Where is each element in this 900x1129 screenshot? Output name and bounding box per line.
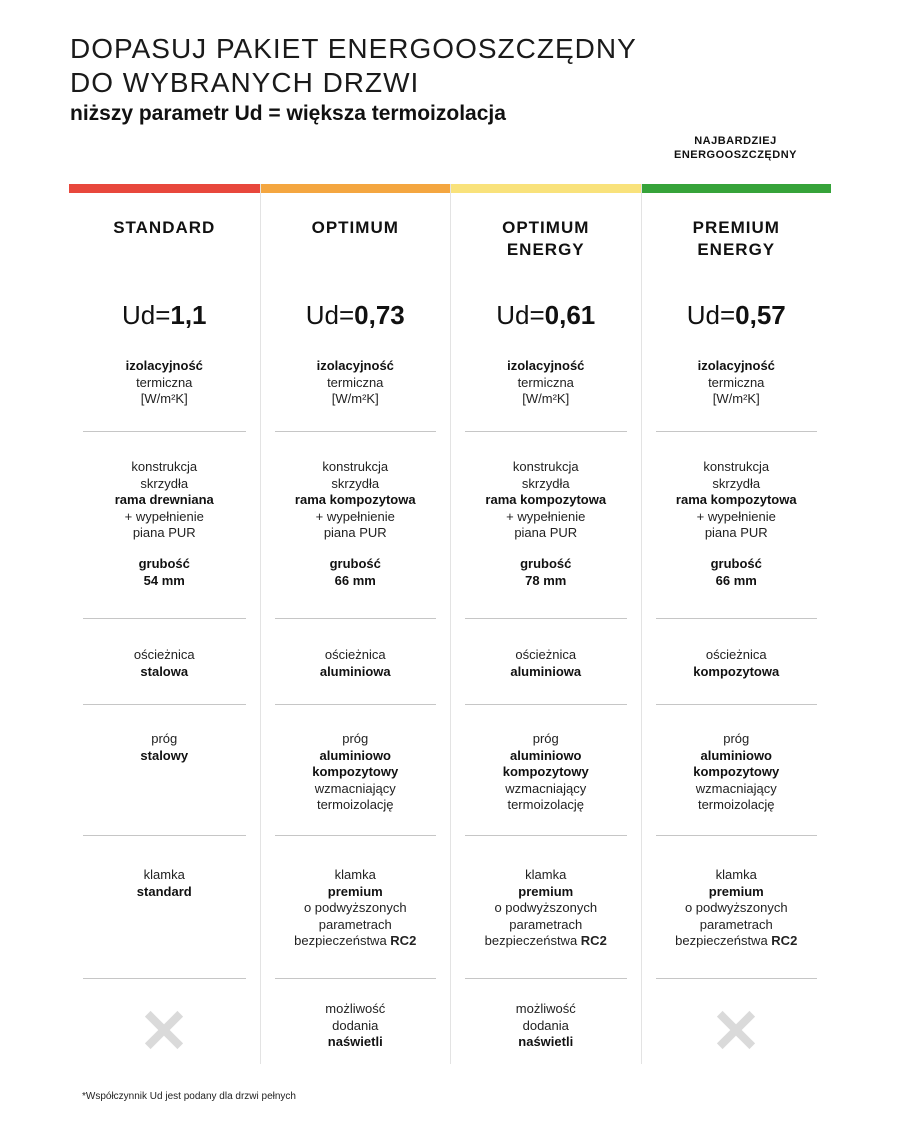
door-frame-info [69,647,260,680]
package-title-line-2: ENERGY [506,240,585,259]
handle-value: standard [136,883,192,899]
ud-value [69,299,260,331]
x-icon [716,1010,756,1050]
divider [465,618,627,619]
construction-line-4: + wypełnienie [315,508,395,524]
ud-prefix: Ud= [305,300,355,330]
thickness-value: 66 mm [334,572,376,588]
threshold-label: próg [532,731,559,746]
threshold-value-line-4: termoizolację [316,797,394,812]
divider [656,704,818,705]
door-frame-label: ościeżnica [705,647,767,662]
skylight-info [261,1001,451,1051]
construction-info [261,459,451,542]
color-bar [451,184,641,193]
door-frame-info [451,647,641,680]
divider [656,618,818,619]
threshold-value-line-1: aluminiowo [319,747,391,763]
handle-label: klamka [525,867,567,882]
package-title-line-1: PREMIUM [692,218,780,237]
handle-info [451,867,641,950]
ud-prefix: Ud= [121,300,171,330]
divider [465,835,627,836]
insulation-unit: [W/m²K] [712,391,760,406]
thickness-value: 66 mm [715,572,757,588]
construction-frame-type: rama drewniana [114,492,214,507]
handle-info [261,867,451,950]
threshold-value-line-4: termoizolację [507,797,585,812]
thickness-value: 54 mm [143,572,185,588]
door-frame-value: kompozytowa [693,663,780,679]
handle-security-label: bezpieczeństwa [675,933,768,948]
threshold-info [69,731,260,764]
insulation-line-2: termiczna [517,374,574,390]
thickness-info [642,556,832,589]
most-efficient-badge [641,134,830,162]
divider [83,978,246,979]
construction-line-4: + wypełnienie [696,508,776,524]
package-title-line-1: OPTIMUM [502,218,590,237]
threshold-info [451,731,641,814]
threshold-value-line-1: aluminiowo [510,747,582,763]
threshold-label: próg [151,731,178,746]
ud-value [642,299,832,331]
handle-security-label: bezpieczeństwa [484,933,578,948]
package-column-premium-energy [641,184,832,1064]
ud-prefix: Ud= [496,300,545,330]
divider [275,431,437,432]
handle-info [642,867,832,950]
insulation-line-1: izolacyjność [697,358,775,373]
handle-value: premium [518,883,574,899]
color-bar [642,184,832,193]
insulation-line-2: termiczna [708,374,765,390]
threshold-info [261,731,451,814]
thickness-info [69,556,260,589]
handle-value: premium [708,883,764,899]
threshold-value-line-3: wzmacniający [505,780,587,796]
handle-line-5 [642,933,832,950]
divider [83,618,246,619]
handle-line-3: o podwyższonych [494,900,598,915]
insulation-line-1: izolacyjność [507,358,585,373]
construction-info [69,459,260,542]
thickness-label: grubość [710,556,762,571]
insulation-line-2: termiczna [327,374,384,390]
package-title [642,217,832,261]
handle-security-label: bezpieczeństwa [294,933,387,948]
construction-line-4: + wypełnienie [124,508,204,524]
handle-value: premium [327,883,383,899]
door-frame-value: stalowa [140,663,189,679]
divider [275,704,437,705]
divider [83,431,246,432]
construction-frame-type: rama kompozytowa [485,492,607,507]
threshold-value-line-3: wzmacniający [695,780,777,796]
skylight-line-1: możliwość [325,1001,386,1016]
package-column-optimum-energy [450,184,641,1064]
divider [656,978,818,979]
insulation-label [451,358,641,408]
package-title [69,217,260,239]
thickness-info [451,556,641,589]
construction-line-5: piana PUR [704,525,768,540]
divider [275,835,437,836]
divider [465,431,627,432]
ud-value [261,299,451,331]
construction-line-2: skrzydła [331,475,380,491]
handle-line-5 [261,933,451,950]
package-title-line-1: STANDARD [113,218,216,237]
insulation-unit: [W/m²K] [331,391,379,406]
construction-line-1: konstrukcja [131,459,198,474]
door-frame-info [642,647,832,680]
threshold-info [642,731,832,814]
handle-line-4: parametrach [699,916,773,932]
handle-label: klamka [143,867,185,882]
divider [465,978,627,979]
ud-prefix: Ud= [686,300,736,330]
handle-line-3: o podwyższonych [303,900,407,915]
construction-line-5: piana PUR [514,525,578,540]
thickness-label: grubość [520,556,572,571]
x-icon [144,1010,184,1050]
door-frame-value: aluminiowa [510,663,582,679]
handle-label: klamka [334,867,376,882]
divider [83,835,246,836]
package-column-optimum [260,184,451,1064]
insulation-label [642,358,832,408]
thickness-label: grubość [329,556,381,571]
handle-line-4: parametrach [318,916,392,932]
ud-number: 1,1 [170,300,207,330]
insulation-line-1: izolacyjność [316,358,394,373]
insulation-unit: [W/m²K] [522,391,570,406]
thickness-info [261,556,451,589]
handle-security-class: RC2 [580,933,607,948]
handle-line-3: o podwyższonych [684,900,788,915]
construction-line-2: skrzydła [712,475,761,491]
construction-info [642,459,832,542]
ud-number: 0,57 [735,300,786,330]
threshold-value: stalowy [140,747,189,763]
insulation-line-2: termiczna [136,374,193,390]
package-title-line-1: OPTIMUM [311,218,399,237]
page-title-line-2: DO WYBRANYCH DRZWI [70,67,420,98]
badge-line-2: ENERGOOSZCZĘDNY [673,149,797,161]
handle-line-4: parametrach [509,916,583,932]
construction-line-2: skrzydła [521,475,570,491]
insulation-line-1: izolacyjność [125,358,203,373]
color-bar [69,184,260,193]
divider [83,704,246,705]
threshold-value-line-1: aluminiowo [700,747,772,763]
ud-number: 0,73 [354,300,405,330]
handle-info [69,867,260,900]
door-frame-label: ościeżnica [133,647,195,662]
insulation-unit: [W/m²K] [140,391,188,406]
ud-number: 0,61 [544,300,596,330]
page-title-line-1: DOPASUJ PAKIET ENERGOOSZCZĘDNY [70,33,637,64]
divider [656,835,818,836]
handle-security-class: RC2 [771,933,798,948]
door-frame-info [261,647,451,680]
skylight-line-3: naświetli [518,1034,574,1049]
construction-frame-type: rama kompozytowa [675,492,797,507]
threshold-label: próg [342,731,369,746]
construction-info [451,459,641,542]
threshold-value-line-3: wzmacniający [314,780,396,796]
threshold-value-line-2: kompozytowy [693,764,780,779]
skylight-line-2: dodania [522,1017,569,1033]
page-title [70,32,637,100]
skylight-info [451,1001,641,1051]
package-title [261,217,451,239]
threshold-value-line-2: kompozytowy [312,764,399,779]
divider [275,618,437,619]
package-title [451,217,641,261]
ud-value [451,299,641,331]
insulation-label [261,358,451,408]
threshold-value-line-2: kompozytowy [502,764,589,779]
thickness-label: grubość [138,556,190,571]
door-frame-label: ościeżnica [515,647,577,662]
handle-label: klamka [715,867,757,882]
door-frame-value: aluminiowa [319,663,391,679]
construction-line-1: konstrukcja [703,459,770,474]
divider [465,704,627,705]
skylight-line-2: dodania [332,1017,379,1033]
construction-line-5: piana PUR [323,525,387,540]
page-subtitle: niższy parametr Ud = większa termoizolacja [70,102,506,125]
construction-frame-type: rama kompozytowa [294,492,416,507]
package-comparison-table [69,184,831,1064]
insulation-label [69,358,260,408]
construction-line-4: + wypełnienie [506,508,586,524]
door-frame-label: ościeżnica [324,647,386,662]
construction-line-5: piana PUR [132,525,196,540]
construction-line-1: konstrukcja [322,459,389,474]
color-bar [261,184,451,193]
thickness-value: 78 mm [525,572,567,588]
threshold-label: próg [723,731,750,746]
badge-line-1: NAJBARDZIEJ [694,135,777,147]
threshold-value-line-4: termoizolację [697,797,775,812]
skylight-line-3: naświetli [327,1034,383,1049]
footnote: *Współczynnik Ud jest podany dla drzwi pełnych [82,1091,296,1102]
construction-line-2: skrzydła [140,475,189,491]
divider [275,978,437,979]
handle-security-class: RC2 [390,933,417,948]
construction-line-1: konstrukcja [512,459,579,474]
package-title-line-2: ENERGY [697,240,776,259]
skylight-line-1: możliwość [515,1001,576,1016]
package-column-standard [69,184,260,1064]
handle-line-5 [451,933,641,950]
divider [656,431,818,432]
